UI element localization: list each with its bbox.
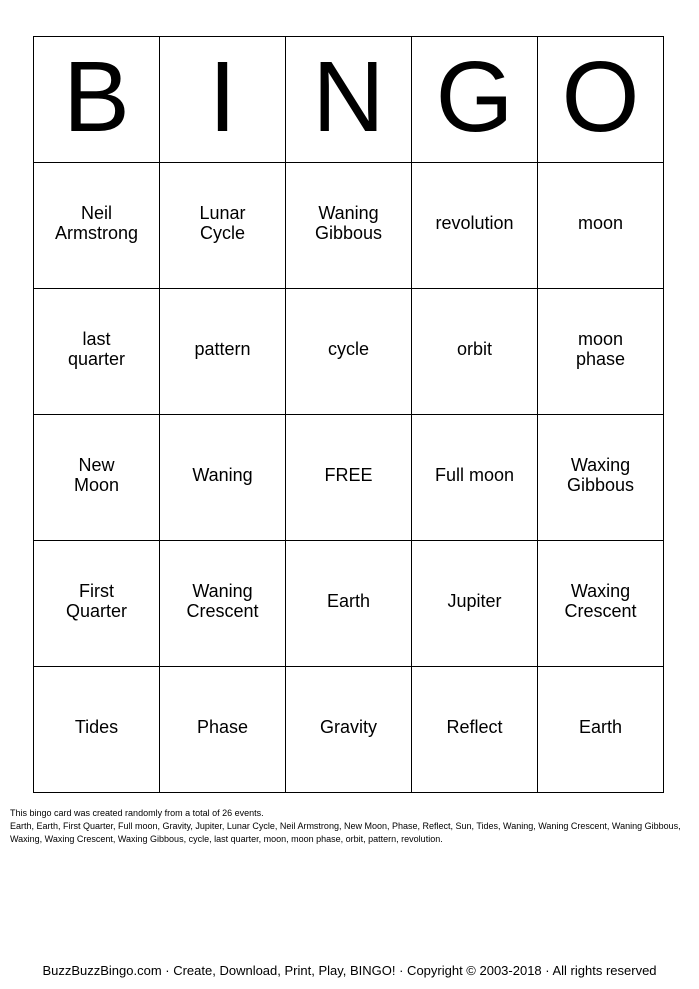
cell-text: Waning Crescent	[186, 580, 259, 621]
bingo-cell	[538, 667, 664, 793]
cell-text: FREE	[324, 464, 373, 485]
header-letter: G	[435, 40, 514, 153]
bingo-cell	[286, 289, 412, 415]
bingo-cell	[286, 163, 412, 289]
cell-text: moon	[577, 212, 624, 233]
cell-text: Reflect	[446, 716, 503, 737]
bingo-cell	[412, 415, 538, 541]
bingo-cell	[160, 163, 286, 289]
cell-text: Earth	[326, 590, 371, 611]
bingo-cell	[160, 289, 286, 415]
cell-text: Gravity	[319, 716, 377, 737]
cell-text: cycle	[327, 338, 369, 359]
cell-text: New Moon	[73, 454, 120, 495]
bingo-card	[33, 36, 664, 793]
cell-text: Jupiter	[447, 590, 502, 611]
bingo-cell	[412, 541, 538, 667]
bingo-cell	[34, 541, 160, 667]
header-cell-i	[160, 37, 286, 163]
bingo-cell	[538, 289, 664, 415]
bingo-row	[34, 541, 664, 667]
bingo-cell	[412, 163, 538, 289]
header-cell-b	[34, 37, 160, 163]
header-letter: I	[208, 40, 237, 153]
copyright-footer: BuzzBuzzBingo.com · Create, Download, Print, Play, BINGO! · Copyright © 2003-2018 · All rights reserved	[42, 963, 657, 978]
cell-text: last quarter	[67, 328, 126, 369]
cell-text: Waning Gibbous	[314, 202, 383, 243]
bingo-row	[34, 415, 664, 541]
bingo-header-row	[34, 37, 664, 163]
bingo-row	[34, 289, 664, 415]
cell-text: First Quarter	[65, 580, 128, 621]
cell-text: Waxing Crescent	[564, 580, 637, 621]
bingo-cell	[34, 667, 160, 793]
cell-text: orbit	[456, 338, 492, 359]
bingo-cell	[412, 289, 538, 415]
cell-text: Waxing Gibbous	[566, 454, 635, 495]
bingo-cell	[412, 667, 538, 793]
bingo-cell	[34, 289, 160, 415]
cell-text: Waning	[192, 464, 253, 485]
header-cell-g	[412, 37, 538, 163]
bingo-cell	[538, 163, 664, 289]
cell-text: revolution	[435, 212, 514, 233]
bingo-cell	[286, 667, 412, 793]
bingo-cell	[34, 163, 160, 289]
cell-text: Earth	[578, 716, 623, 737]
cell-text: moon phase	[575, 328, 626, 369]
cell-text: Neil Armstrong	[54, 202, 139, 243]
bingo-cell	[160, 415, 286, 541]
event-list-footnote	[10, 807, 690, 846]
bingo-cell	[538, 415, 664, 541]
cell-text: Phase	[196, 716, 249, 737]
header-letter: O	[561, 40, 640, 153]
header-cell-o	[538, 37, 664, 163]
footnote-intro: This bingo card was created randomly from a total of 26 events.	[10, 808, 264, 818]
bingo-cell	[160, 541, 286, 667]
bingo-row	[34, 667, 664, 793]
header-letter: N	[312, 40, 385, 153]
bingo-cell	[160, 667, 286, 793]
bingo-cell	[538, 541, 664, 667]
bingo-cell	[34, 415, 160, 541]
footnote-events: Earth, Earth, First Quarter, Full moon, Gravity, Jupiter, Lunar Cycle, Neil Armstrong, New Moon, Phase, Reflect, Sun, Tides, Waning, Waning Crescent, Waning Gibbous, Waxing, Waxing Crescent, Waxing Gibbous, cycle, last quarter, moon, moon phase, orbit, pattern, revolution.	[10, 821, 681, 844]
bingo-cell-free	[286, 415, 412, 541]
header-cell-n	[286, 37, 412, 163]
header-letter: B	[63, 40, 130, 153]
cell-text: Full moon	[434, 464, 515, 485]
cell-text: Lunar Cycle	[199, 202, 246, 243]
cell-text: Tides	[74, 716, 119, 737]
cell-text: pattern	[194, 338, 251, 359]
bingo-row	[34, 163, 664, 289]
bingo-cell	[286, 541, 412, 667]
